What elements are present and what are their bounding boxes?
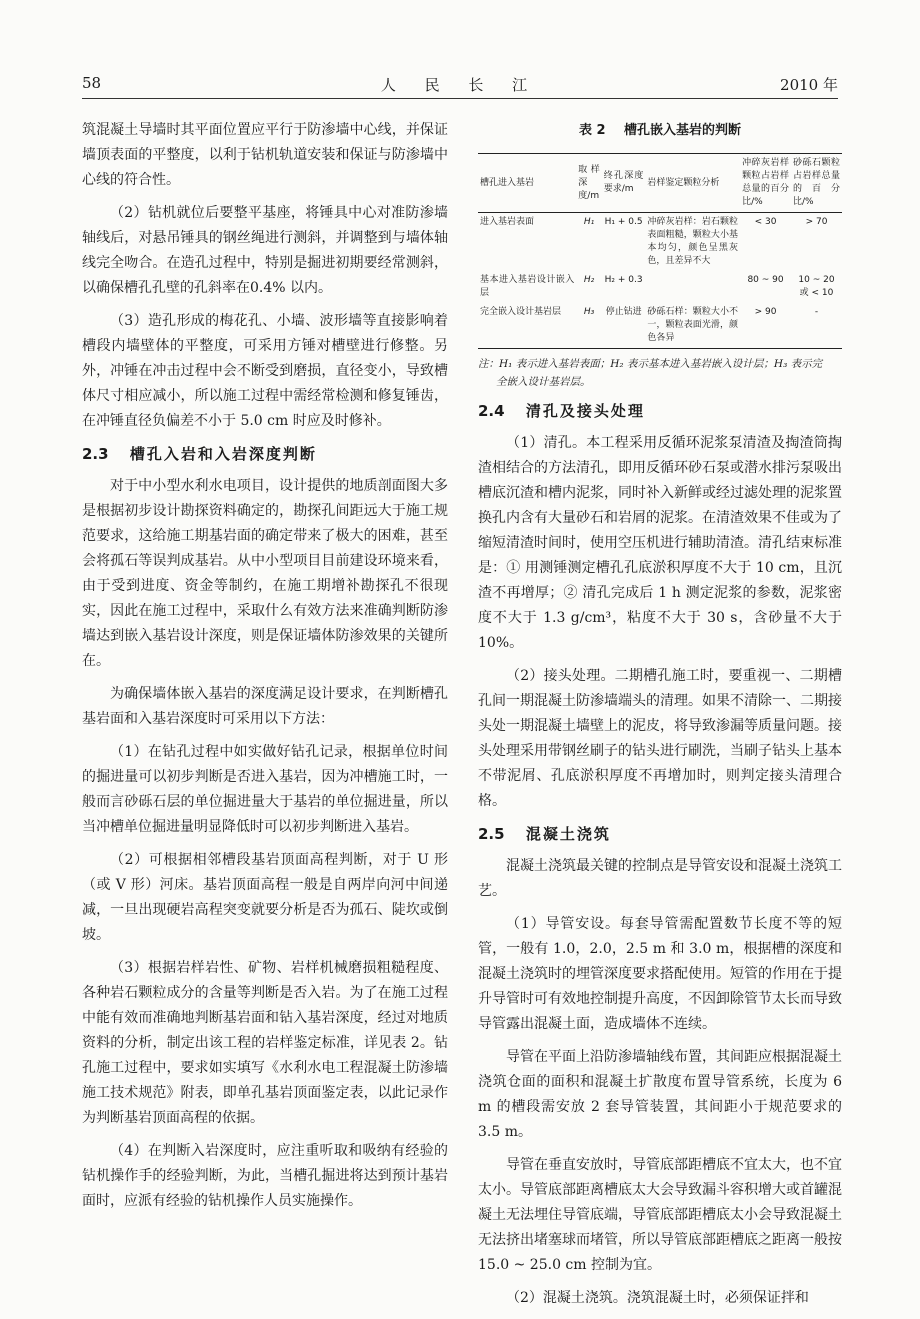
paragraph: （3）造孔形成的梅花孔、小墙、波形墙等直接影响着槽段内墙壁体的平整度，可采用方锤对槽壁进行修整。另外，冲锤在冲击过程中会不断受到磨损，直径变小，导致槽体尺寸相应减小，所以施工过程中需经常检测和修复锤齿，在冲锤直径负偏差不小于 5.0 cm 时应及时修补。	[82, 313, 448, 429]
table-cell: 砂砾石样：颗粒大小不一，颗粒表面光滑，颜色各异	[645, 303, 740, 349]
table-cell: H₁	[583, 217, 595, 227]
paragraph: （4）在判断入岩深度时，应注重听取和吸纳有经验的钻机操作手的经验判断，为此，当槽孔掘进将达到预计基岩面时，应派有经验的钻机操作人员实施操作。	[82, 1143, 448, 1209]
table-row	[478, 271, 842, 303]
section-title: 槽孔入岩和入岩深度判断	[129, 445, 317, 463]
running-header	[82, 70, 838, 99]
page-number: 58	[82, 74, 102, 92]
paragraph: （1）导管安设。每套导管需配置数节长度不等的短管，一般有 1.0，2.0，2.5 m 和 3.0 m，根据槽的深度和混凝土浇筑时的埋管深度要求搭配使用。短管的作用在于提升导管时可有效地控制提升高度，不因卸除管节太长而导致导管露出混凝土面，造成墙体不连续。	[478, 916, 842, 1032]
col-header: 岩样鉴定颗粒分析	[645, 154, 740, 213]
table-note-line: 注：H₁ 表示进入基岩表面；H₂ 表示基本进入基岩嵌入设计层；H₃ 表示完	[478, 358, 823, 370]
col-header: 终孔深度要求/m	[602, 154, 646, 213]
table-header-row	[478, 154, 842, 213]
table-row	[478, 303, 842, 349]
journal-name: 人 民 长 江	[380, 76, 540, 94]
table-cell: H₂	[583, 275, 595, 285]
table-cell: 80 ~ 90	[747, 275, 784, 285]
paragraph: （1）清孔。本工程采用反循环泥浆泵清渣及掏渣筒掏渣相结合的方法清孔，即用反循环砂石泵或潜水排污泵吸出槽底沉渣和槽内泥浆，同时补入新鲜或经过滤处理的泥浆置换孔内含有大量砂石和岩屑的泥浆。在清渣效果不佳或为了缩短清渣时间时，使用空压机进行辅助清渣。清孔结束标准是：① 用测锤测定槽孔孔底淤积厚度不大于 10 cm，且沉渣不再增厚；② 清孔完成后 1 h 测定泥浆的参数，泥浆密度不大于 1.3 g/cm³，粘度不大于 30 s，含砂量不大于 10%。	[478, 435, 842, 651]
rock-embedding-table	[478, 153, 842, 349]
table-cell: -	[791, 303, 842, 349]
col-header: 槽孔进入基岩	[478, 154, 576, 213]
table-cell: 进入基岩表面	[480, 217, 535, 227]
table-cell: H₁ + 0.5	[604, 217, 643, 227]
paragraph: 导管在垂直安放时，导管底部距槽底不宜太大，也不宜太小。导管底部距离槽底太大会导致漏斗容积增大或首罐混凝土无法埋住导管底端，导管底部距槽底太小会导致混凝土无法挤出堵塞球而堵管，所以导管底部距槽底之距离一般按 15.0 ~ 25.0 cm 控制为宜。	[478, 1157, 842, 1273]
table-note-line: 全嵌入设计基岩层。	[496, 376, 591, 388]
table-cell: H₃	[576, 303, 601, 349]
table-cell: < 30	[754, 217, 777, 227]
section-number: 2.5	[478, 825, 505, 843]
table-title: 槽孔嵌入基岩的判断	[624, 123, 742, 138]
paragraph: 混凝土浇筑最关键的控制点是导管安设和混凝土浇筑工艺。	[478, 858, 842, 899]
table-cell: 基本进入基岩设计嵌入层	[480, 275, 575, 298]
table-cell	[645, 271, 740, 303]
paragraph: （2）混凝土浇筑。浇筑混凝土时，必须保证拌和	[506, 1290, 809, 1306]
table-cell: 冲碎灰岩样：岩石颗粒表面粗糙，颗粒大小基本均匀，颜色呈黑灰色，且差异不大	[647, 217, 739, 266]
section-number: 2.4	[478, 402, 505, 420]
table-label: 表 2	[578, 123, 606, 138]
paragraph: 对于中小型水利水电项目，设计提供的地质剖面图大多是根据初步设计勘探资料确定的，勘探孔间距远大于施工规范要求，这给施工期基岩面的确定带来了极大的困难，甚至会将孤石等误判成基岩。从中小型项目目前建设环境来看，由于受到进度、资金等制约，在施工期增补勘探孔不很现实，因此在施工过程中，采取什么有效方法来准确判断防渗墙达到嵌入基岩设计深度，则是保证墙体防渗效果的关键所在。	[82, 478, 448, 669]
publication-year: 2010 年	[780, 76, 838, 94]
paragraph: （2）可根据相邻槽段基岩顶面高程判断，对于 U 形（或 V 形）河床。基岩顶面高程一般是自两岸向河中间递减，一旦出现硬岩高程突变就要分析是否为孤石、陡坎或倒坡。	[82, 852, 448, 943]
paragraph: （1）在钻孔过程中如实做好钻孔记录，根据单位时间的掘进量可以初步判断是否进入基岩，因为冲槽施工时，一般而言砂砾石层的单位掘进量大于基岩的单位掘进量，所以当冲槽单位掘进量明显降低时可以初步判断进入基岩。	[82, 744, 448, 835]
section-number: 2.3	[82, 445, 109, 463]
table-row	[478, 213, 842, 272]
table-caption	[478, 118, 842, 143]
section-title: 清孔及接头处理	[525, 402, 645, 420]
col-header: 砂砾石颗粒占岩样总量的百分比/%	[791, 154, 842, 213]
table-cell: 10 ~ 20 或 < 10	[798, 275, 835, 298]
col-header: 冲碎灰岩样颗粒占岩样总量的百分比/%	[740, 154, 791, 213]
col-header: 取样深度/m	[576, 154, 601, 213]
right-column	[478, 118, 842, 1319]
left-column	[82, 118, 448, 1222]
paragraph: 筑混凝土导墙时其平面位置应平行于防渗墙中心线，并保证墙顶表面的平整度，以利于钻机轨道安装和保证与防渗墙中心线的符合性。	[82, 122, 448, 188]
section-heading-2-5	[478, 822, 842, 847]
table-cell: > 90	[740, 303, 791, 349]
paragraph: 为确保墙体嵌入基岩的深度满足设计要求，在判断槽孔基岩面和入基岩深度时可采用以下方法：	[82, 686, 448, 727]
section-title: 混凝土浇筑	[525, 825, 611, 843]
paragraph: （3）根据岩样岩性、矿物、岩样机械磨损粗糙程度、各种岩石颗粒成分的含量等判断是否入岩。为了在施工过程中能有效而准确地判断基岩面和钻入基岩深度，经过对地质资料的分析，制定出该工程的岩样鉴定标准，详见表 2。钻孔施工过程中，要求如实填写《水利水电工程混凝土防渗墙施工技术规范》附表，即单孔基岩顶面鉴定表，以此记录作为判断基岩顶面高程的依据。	[82, 960, 448, 1126]
table-cell: > 70	[805, 217, 828, 227]
paragraph: （2）钻机就位后要整平基座，将锤具中心对准防渗墙轴线后，对悬吊锤具的钢丝绳进行测斜，并调整到与墙体轴线完全吻合。在造孔过程中，特别是掘进初期要经常测斜，以确保槽孔孔壁的孔斜率在0.4% 以内。	[82, 205, 448, 296]
paragraph: （2）接头处理。二期槽孔施工时，要重视一、二期槽孔间一期混凝土防渗墙端头的清理。如果不清除一、二期接头处一期混凝土墙壁上的泥皮，将导致渗漏等质量问题。接头处理采用带钢丝刷子的钻头进行刷洗，当刷子钻头上基本不带泥屑、孔底淤积厚度不再增加时，则判定接头清理合格。	[478, 668, 842, 809]
table-cell: 完全嵌入设计基岩层	[478, 303, 576, 349]
paragraph: 导管在平面上沿防渗墙轴线布置，其间距应根据混凝土浇筑仓面的面积和混凝土扩散度布置导管系统，长度为 6 m 的槽段需安放 2 套导管装置，其间距小于规范要求的 3.5 m。	[478, 1049, 842, 1140]
section-heading-2-4	[478, 399, 842, 424]
section-heading-2-3	[82, 442, 448, 467]
table-note	[478, 355, 842, 391]
table-cell: H₂ + 0.3	[604, 275, 643, 285]
table-cell: 停止钻进	[602, 303, 646, 349]
